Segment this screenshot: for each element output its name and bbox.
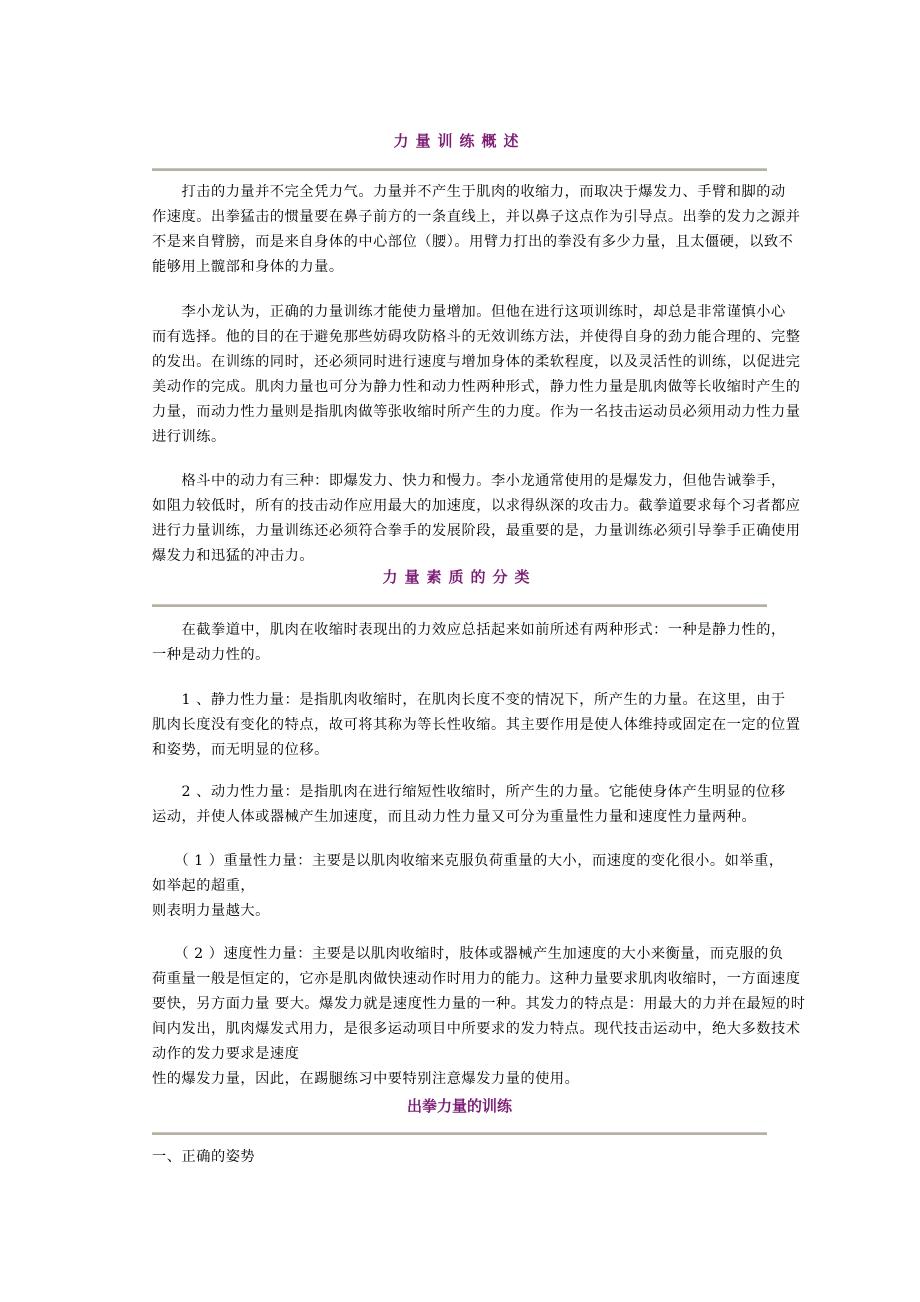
text-line: 进行力量训练，力量训练还必须符合拳手的发展阶段，最重要的是，力量训练必须引导拳手正确使用: [152, 523, 801, 539]
text-line: （ 2 ）速度性力量：主要是以肌肉收缩时，肢体或器械产生加速度的大小来衡量，而克服的负: [152, 946, 784, 962]
text-line: 进行训练。: [152, 429, 226, 445]
text-line: 而有选择。他的目的在于避免那些妨碍攻防格斗的无效训练方法，并使得自身的劲力能合理的、完整: [152, 329, 801, 345]
text-line: 打击的力量并不完全凭力气。力量并不产生于肌肉的收缩力，而取决于爆发力、手臂和脚的动: [152, 184, 786, 200]
section-heading-strength-training-overview: 力量训练概述: [393, 132, 526, 150]
paragraph: [152, 618, 786, 668]
text-line: 一种是动力性的。: [152, 647, 270, 663]
text-line: 肌肉长度没有变化的特点，故可将其称为等长性收缩。其主要作用是使人体维持或固定在一定的位置: [152, 717, 801, 733]
paragraph: [152, 1145, 767, 1170]
paragraph: [152, 849, 784, 924]
text-line: 不是来自臂膀，而是来自身体的中心部位（腰）。用臂力打出的拳没有多少力量，且太僵硬，以致不: [152, 234, 794, 250]
section-divider: [152, 1132, 767, 1135]
text-line: 的发出。在训练的同时，还必须同时进行速度与增加身体的柔软程度，以及灵活性的训练，以促进完: [152, 354, 801, 370]
text-line: 和姿势，而无明显的位移。: [152, 742, 329, 758]
paragraph: [152, 469, 801, 569]
text-line: 2 、动力性力量：是指肌肉在进行缩短性收缩时，所产生的力量。它能使身体产生明显的位移: [152, 784, 786, 800]
section-divider: [152, 604, 767, 607]
text-line: （ 1 ）重量性力量：主要是以肌肉收缩来克服负荷重量的大小，而速度的变化很小。如举重，: [152, 853, 784, 869]
text-line: 性的爆发力量，因此，在踢腿练习中要特别注意爆发力量的使用。: [152, 1071, 580, 1087]
text-line: 荷重量一般是恒定的，它亦是肌肉做快速动作时用力的能力。这种力量要求肌肉收缩时，一方面速度: [152, 971, 801, 987]
paragraph: [152, 780, 786, 830]
text-line: 则表明力量越大。: [152, 903, 270, 919]
paragraph: [152, 942, 806, 1092]
text-line: 一、正确的姿势: [152, 1149, 256, 1165]
text-line: 要快，另方面力量 要大。爆发力就是速度性力量的一种。其发力的特点是：用最大的力并在最短的时: [152, 996, 806, 1012]
text-line: 在截拳道中，肌肉在收缩时表现出的力效应总括起来如前所述有两种形式：一种是静力性的，: [152, 622, 786, 638]
text-line: 能够用上髋部和身体的力量。: [152, 259, 344, 275]
text-line: 格斗中的动力有三种：即爆发力、快力和慢力。李小龙通常使用的是爆发力，但他告诫拳手，: [152, 473, 786, 489]
text-line: 间内发出，肌肉爆发式用力，是很多运动项目中所要求的发力特点。现代技击运动中，绝大多数技术: [152, 1021, 801, 1037]
text-line: 1 、静力性力量：是指肌肉收缩时，在肌肉长度不变的情况下，所产生的力量。在这里，由于: [152, 692, 786, 708]
paragraph: [152, 300, 801, 450]
text-line: 李小龙认为，正确的力量训练才能使力量增加。但他在进行这项训练时，却总是非常谨慎小心: [152, 304, 786, 320]
paragraph: [152, 180, 801, 280]
text-line: 动作的发力要求是速度: [152, 1046, 300, 1062]
text-line: 作速度。出拳猛击的惯量要在鼻子前方的一条直线上，并以鼻子这点作为引导点。出拳的发力之源并: [152, 209, 801, 225]
text-line: 运动，并使人体或器械产生加速度，而且动力性力量又可分为重量性力量和速度性力量两种。: [152, 809, 757, 825]
paragraph: [152, 688, 801, 763]
text-line: 如举起的超重，: [152, 878, 256, 894]
text-line: 爆发力和迅猛的冲击力。: [152, 548, 315, 564]
text-line: 力量，而动力性力量则是指肌肉做等张收缩时所产生的力度。作为一名技击运动员必须用动力性力量: [152, 404, 801, 420]
section-heading-strength-classification: 力量素质的分类: [382, 568, 537, 586]
text-line: 如阻力较低时，所有的技击动作应用最大的加速度，以求得纵深的攻击力。截拳道要求每个习者都应: [152, 498, 801, 514]
section-heading-punch-power-training: 出拳力量的训练: [406, 1097, 512, 1115]
section-divider: [152, 168, 767, 171]
text-line: 美动作的完成。肌肉力量也可分为静力性和动力性两种形式，静力性力量是肌肉做等长收缩时产生的: [152, 379, 801, 395]
